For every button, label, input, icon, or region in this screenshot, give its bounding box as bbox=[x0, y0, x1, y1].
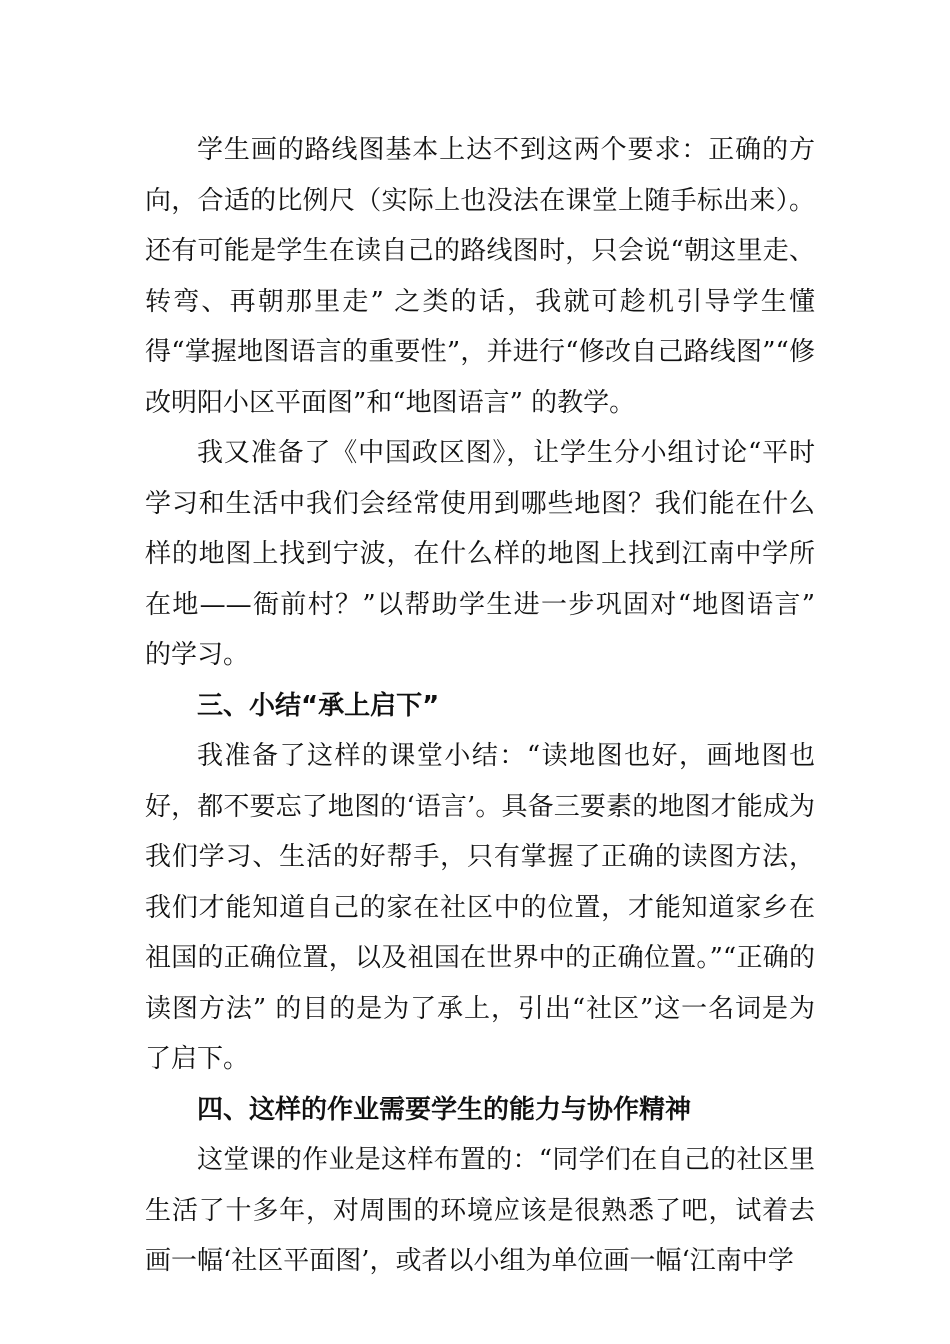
section-heading-summary: 三、小结“承上启下” bbox=[197, 690, 440, 721]
document-body bbox=[145, 125, 815, 1287]
paragraph-summary: 我准备了这样的课堂小结：“读地图也好，画地图也好，都不要忘了地图的‘语言’。具备三要素的地图才能成为我们学习、生活的好帮手，只有掌握了正确的读图方法，我们才能知道自己的家在社区中的位置，才能知道家乡在祖国的正确位置，以及祖国在世界中的正确位置。”“正确的读图方法” 的目的是为了承上，引出“社区”这一名词是为了启下。 bbox=[145, 741, 815, 1074]
paragraph-route-map: 学生画的路线图基本上达不到这两个要求：正确的方向，合适的比例尺（实际上也没法在课堂上随手标出来）。还有可能是学生在读自己的路线图时，只会说“朝这里走、转弯、再朝那里走” 之类的话，我就可趁机引导学生懂得“掌握地图语言的重要性”，并进行“修改自己路线图”“修改明阳小区平面图”和“地图语言” 的教学。 bbox=[145, 135, 815, 418]
paragraph-homework: 这堂课的作业是这样布置的：“同学们在自己的社区里生活了十多年，对周围的环境应该是很熟悉了吧，试着去画一幅‘社区平面图’，或者以小组为单位画一幅‘江南中学 bbox=[145, 1145, 815, 1276]
paragraph-china-map: 我又准备了《中国政区图》，让学生分小组讨论“平时学习和生活中我们会经常使用到哪些地图？我们能在什么样的地图上找到宁波，在什么样的地图上找到江南中学所在地——衙前村？”以帮助学生进一步巩固对“地图语言” 的学习。 bbox=[145, 438, 815, 670]
section-heading-homework: 四、这样的作业需要学生的能力与协作精神 bbox=[197, 1094, 692, 1125]
